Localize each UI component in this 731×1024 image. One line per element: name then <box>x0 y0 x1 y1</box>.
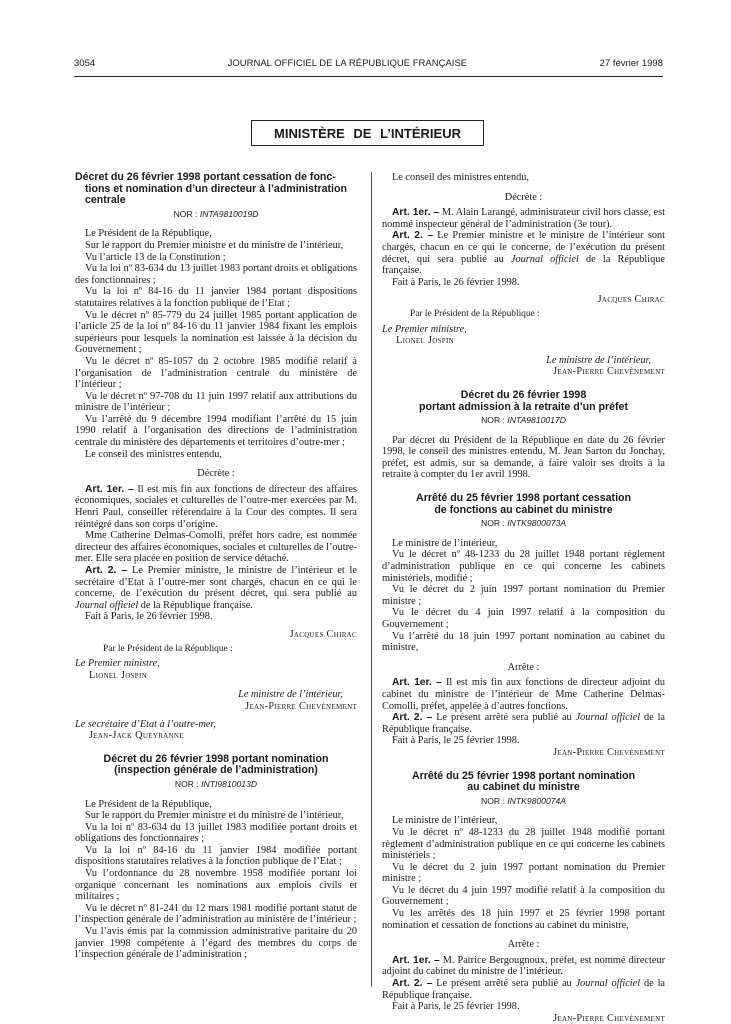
title-line-1: Décret du 26 février 1998 portant nomination <box>103 752 329 765</box>
body-text: Par décret du Président de la République en date du 26 février 1998, le conseil des ministres entendu, M. Jean Sarton du Jonchay, préfet, est admis, sur sa demande, à faire valoir ses droits à la retraite à compter du 1er avril 1998. <box>382 434 665 481</box>
nor-label: NOR : <box>481 415 508 426</box>
nor-code: INTA9810017D <box>507 415 566 426</box>
nor-label: NOR : <box>480 795 508 806</box>
article-text: Le Premier ministre, le ministre de l’intérieur et le secrétaire d’Etat à l’outre-mer sont chargés, chacun en ce qui le concerne, de l’exécution du présent décret, qui sera publié au <box>75 565 357 600</box>
article-label: Art. 2. – <box>392 230 434 242</box>
text-title <box>75 172 357 207</box>
article-text: de la République française. <box>382 712 665 735</box>
column-divider <box>371 172 372 987</box>
arrete-label: Arrête : <box>507 939 540 951</box>
journal-officiel-ref: Journal officiel <box>510 253 579 265</box>
visa: Vu la loi nº 84-16 du 11 janvier 1984 modifiée portant dispositions statutaires relatives à la fonction publique de l’Etat ; <box>75 844 357 868</box>
running-header <box>74 58 663 74</box>
pm-title: Le Premier ministre, <box>75 658 160 670</box>
signature-president: Jacques Chirac <box>597 294 665 306</box>
fait-a-paris: Fait à Paris, le 25 février 1998. <box>392 735 520 747</box>
text-5-arrete-nomination-cabinet <box>382 771 665 1024</box>
signature-president: Jacques Chirac <box>289 628 357 640</box>
visa: Vu le décret nº 48-1233 du 28 juillet 1948 portant règlement d’administration publique en ce qui concerne les cabinets ministériels, modifié ; <box>382 549 665 584</box>
article-label: Art. 2. – <box>392 978 433 990</box>
title-line-2: au cabinet du ministre <box>467 781 580 794</box>
article-text: M. Alain Larangé, administrateur civil hors classe, est nommé inspecteur général de l’administration (3e tour). <box>382 207 665 230</box>
visa: Vu la loi nº 84-16 du 11 janvier 1984 portant dispositions statutaires relatives à la fonction publique de l’Etat ; <box>75 286 357 309</box>
text-title <box>75 754 357 777</box>
article-1 <box>75 484 357 530</box>
visa: Vu le décret nº 85-779 du 24 juillet 1985 portant application de l’article 25 de la loi nº 84-16 du 11 janvier 1984 fixant les emplois supérieurs pour lesquels la nomination est laissée à la décision du Gouvernement ; <box>75 309 357 356</box>
visa: Le ministre de l’intérieur, <box>392 815 498 827</box>
par-le-president: Par le Président de la République : <box>410 308 540 319</box>
text-2-decret-nomination-iga <box>75 754 357 961</box>
text-2-decret-nomination-iga-continued <box>382 172 665 378</box>
article-label: Art. 2. – <box>392 712 433 724</box>
text-title <box>382 493 665 516</box>
nor-reference <box>382 518 665 530</box>
minister-name: Jean-Pierre Chevènement <box>553 366 665 378</box>
nor-code: INTA9810019D <box>199 208 259 219</box>
visa: Vu la loi nº 83-634 du 13 juillet 1983 modifiée portant droits et obligations des fonctionnaires ; <box>75 821 357 845</box>
secretary-name: Jean-Jack Queyranne <box>89 730 184 742</box>
title-line-2: (inspection générale de l’administration) <box>114 764 318 777</box>
text-1-decret-cessation <box>75 172 357 742</box>
journal-officiel-ref: Journal officiel <box>575 712 641 724</box>
nor-label: NOR : <box>173 208 200 219</box>
nor-reference <box>382 415 665 427</box>
minister-title: Le ministre de l’intérieur, <box>546 354 651 366</box>
signature-minister: Jean-Pierre Chevènement <box>553 746 665 758</box>
article-1 <box>382 207 665 230</box>
visa: Vu l’ordonnance du 28 novembre 1958 modifiée portant loi organique concernant les nominations aux emplois civils et militaires ; <box>75 868 357 903</box>
decrete-label: Décrète : <box>197 468 235 480</box>
visa: Vu l’avis émis par la commission administrative paritaire du 20 janvier 1998 compétente à l’égard des membres du corps de l’inspection générale de l’administration ; <box>75 926 357 961</box>
article-label: Art. 1er. – <box>392 207 440 219</box>
text-3-decret-retraite-prefet <box>382 390 665 481</box>
visa: Vu l’article 13 de la Constitution ; <box>85 251 226 263</box>
article-1 <box>382 955 665 978</box>
arrete-label: Arrête : <box>507 661 540 673</box>
visa: Vu le décret nº 81-241 du 12 mars 1981 modifié portant statut de l’inspection générale de l’administration au ministère de l’intérieur ; <box>75 902 357 926</box>
fait-a-paris: Fait à Paris, le 26 février 1998. <box>392 276 520 288</box>
nor-reference <box>75 209 357 221</box>
visa: Vu le décret du 4 juin 1997 relatif à la composition du Gouvernement ; <box>382 607 665 630</box>
nor-code: INTK9800074A <box>507 795 567 806</box>
visa: Vu le décret nº 85-1057 du 2 octobre 1985 modifié relatif à l’organisation de l’administration centrale du ministère de l’intérieur ; <box>75 355 357 391</box>
par-le-president: Par le Président de la République : <box>103 643 233 654</box>
journal-title: JOURNAL OFFICIEL DE LA RÉPUBLIQUE FRANÇAISE <box>227 58 468 69</box>
article-1 <box>382 677 665 712</box>
visa: Le Président de la République, <box>85 228 212 240</box>
minister-title: Le ministre de l’intérieur, <box>238 689 343 701</box>
title-line-1: Arrêté du 25 février 1998 portant cessation <box>416 492 631 505</box>
nor-code: INTI9810013D <box>201 778 258 789</box>
article-label: Art. 1er. – <box>392 677 442 689</box>
text-title <box>382 390 665 413</box>
decrete-label: Décrète : <box>504 191 543 203</box>
visa: Vu la loi nº 83-634 du 13 juillet 1983 portant droits et obligations des fonctionnaires ; <box>75 263 357 286</box>
pm-name: Lionel Jospin <box>89 669 147 681</box>
article-text: Le Premier ministre et le ministre de l’intérieur sont chargés, chacun en ce qui le concerne, de l’exécution du présent décret, qui sera publié au <box>382 230 665 265</box>
pm-title: Le Premier ministre, <box>382 323 467 335</box>
title-line-1: Décret du 26 février 1998 <box>460 388 587 401</box>
article-1-paragraph-2: Mme Catherine Delmas-Comolli, préfet hors cadre, est nommée directeur des affaires économiques, sociales et culturelles de l’outre-mer. Elle sera placée en position de service détaché. <box>75 530 357 565</box>
header-rule <box>74 76 663 77</box>
title-line-2: portant admission à la retraite d’un préfet <box>419 400 628 413</box>
visa: Vu le décret nº 48-1233 du 28 juillet 1948 modifié portant règlement d’administration publique en ce qui concerne les cabinets ministériels ; <box>382 826 665 862</box>
article-text: de la République française. <box>382 253 665 277</box>
secretary-title: Le secrétaire d’Etat à l’outre-mer, <box>75 718 216 730</box>
issue-date: 27 février 1998 <box>599 58 663 69</box>
visa: Le Président de la République, <box>85 798 212 810</box>
article-text: Il est mis fin aux fonctions de directeur des affaires économiques, sociales et culturelles de l’outre-mer exercées par M. Henri Paul, conseiller référendaire à la Cour des comptes. Il sera réintégré dans son corps d’origine. <box>75 483 358 530</box>
visa: Le conseil des ministres entendu, <box>392 172 529 183</box>
minister-name: Jean-Pierre Chevènement <box>245 700 357 712</box>
journal-officiel-ref: Journal officiel <box>575 978 641 990</box>
visa: Vu l’arrêté du 9 décembre 1994 modifiant l’arrêté du 15 juin 1990 relatif à l’organisation des directions de l’administration centrale du ministère des départements et territoires d’outre-mer ; <box>75 413 357 449</box>
nor-reference <box>75 779 357 791</box>
title-line-2: de fonctions au cabinet du ministre <box>434 503 613 516</box>
visa: Sur le rapport du Premier ministre et du ministre de l’intérieur, <box>85 239 344 251</box>
article-2 <box>75 565 357 611</box>
article-label: Art. 1er. – <box>85 483 134 495</box>
fait-a-paris: Fait à Paris, le 25 février 1998. <box>392 1001 520 1013</box>
article-2 <box>382 712 665 735</box>
visa: Vu le décret du 4 juin 1997 modifié relatif à la composition du Gouvernement ; <box>382 884 665 908</box>
nor-code: INTK9800073A <box>507 518 567 529</box>
pm-name: Lionel Jospin <box>396 335 454 347</box>
nor-reference <box>382 796 665 808</box>
visa: Vu les arrêtés des 18 juin 1997 et 25 février 1998 portant nomination et cessation de fonctions au cabinet du ministre, <box>382 908 665 931</box>
visa: Sur le rapport du Premier ministre et du ministre de l’intérieur, <box>85 810 344 822</box>
visa: Vu l’arrêté du 18 juin 1997 portant nomination au cabinet du ministre, <box>382 630 665 654</box>
visa: Le conseil des ministres entendu, <box>85 448 222 460</box>
article-text: de la République française. <box>138 599 253 611</box>
ministry-heading: MINISTÈRE DE L’INTÉRIEUR <box>251 120 484 146</box>
page-number: 3054 <box>74 58 96 69</box>
article-text: de la République française. <box>382 978 665 1001</box>
left-column <box>75 172 357 961</box>
article-text: Il est mis fin aux fonctions de directeur adjoint du cabinet du ministre de l’intérieur de Mme Catherine Delmas-Comolli, préfet, appelée à d’autres fonctions. <box>382 677 665 712</box>
article-label: Art. 1er. – <box>392 954 440 966</box>
nor-label: NOR : <box>174 778 202 789</box>
fait-a-paris: Fait à Paris, le 26 février 1998. <box>85 611 213 623</box>
visa: Vu le décret du 2 juin 1997 portant nomination du Premier ministre ; <box>382 584 665 607</box>
visa: Vu le décret du 2 juin 1997 portant nomination du Premier ministre ; <box>382 861 665 885</box>
text-title <box>382 771 665 794</box>
text-4-arrete-cessation-cabinet <box>382 493 665 758</box>
visa: Vu le décret nº 97-708 du 11 juin 1997 relatif aux attributions du ministre de l’intérieur ; <box>75 390 357 414</box>
article-text: M. Patrice Bergougnoux, préfet, est nommé directeur adjoint du cabinet du ministre de l’intérieur. <box>382 954 665 978</box>
title-line-1: Arrêté du 25 février 1998 portant nomination <box>411 769 636 782</box>
article-2 <box>382 230 665 276</box>
article-text: Le présent arrêté sera publié au <box>432 712 576 724</box>
article-text: Le présent arrêté sera publié au <box>432 978 576 990</box>
nor-label: NOR : <box>480 518 508 529</box>
signature-minister: Jean-Pierre Chevènement <box>553 1012 665 1024</box>
title-line-1: Décret du 26 février 1998 portant cessation de fonc- <box>75 171 336 183</box>
visa: Le ministre de l’intérieur, <box>392 537 498 549</box>
journal-officiel-ref: Journal officiel <box>75 599 139 611</box>
title-line-2: tions et nomination d’un directeur à l’administration centrale <box>85 182 347 207</box>
article-label: Art. 2. – <box>85 565 128 576</box>
right-column <box>382 172 665 1024</box>
